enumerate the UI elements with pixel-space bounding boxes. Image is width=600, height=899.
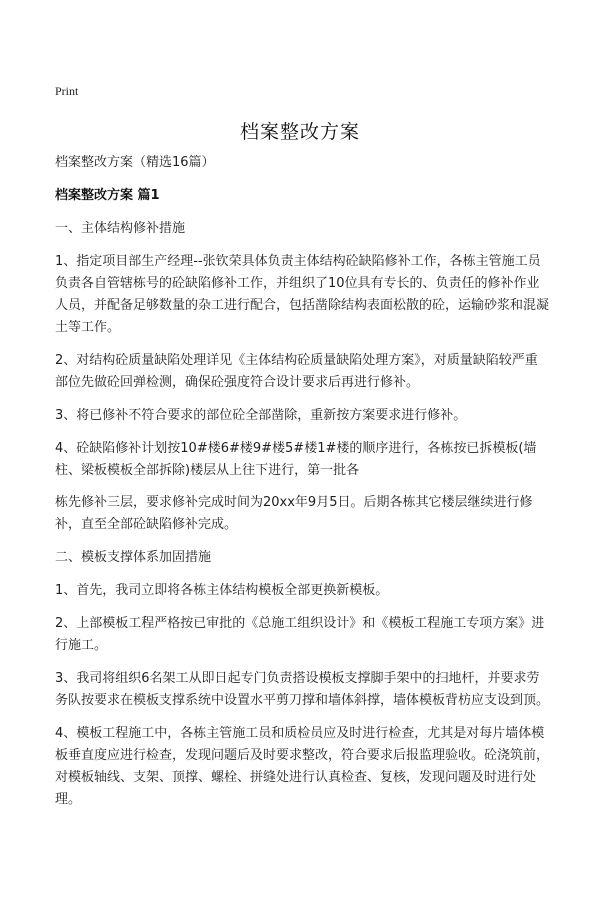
paragraph-item: 1、首先，我司立即将各栋主体结构模板全部更换新模板。 [55,583,389,598]
paragraph-item: 2、对结构砼质量缺陷处理详见《主体结构砼质量缺陷处理方案》，对质量缺陷较严重部位先做砼回弹检测，确保砼强度符合设计要求后再进行修补。 [55,353,538,390]
paragraph-item: 3、我司将组织6名架工从即日起专门负责搭设模板支撑脚手架中的扫地杆，并要求劳务队按要求在模板支撑系统中设置水平剪刀撑和墙体斜撑，墙体模板背枋应支设到顶。 [55,671,550,708]
section-heading-structure: 一、主体结构修补措施 [55,221,186,236]
section-title: 档案整改方案 篇1 [55,188,160,203]
paragraph-item: 1、指定项目部生产经理--张钦荣具体负责主体结构砼缺陷修补工作，各栋主管施工员负责各自管辖栋号的砼缺陷修补工作，并组织了10位具有专长的、负责任的修补作业人员，并配备足够数量的杂工进行配合，包括凿除结构表面松散的砼，运输砂浆和混凝土等工作。 [55,254,550,335]
paragraph-item: 4、砼缺陷修补计划按10#楼6#楼9#楼5#楼1#楼的顺序进行，各栋按已拆模板(墙柱、梁板模板全部拆除)楼层从上往下进行，第一批各 [55,441,537,478]
paragraph-item: 3、将已修补不符合要求的部位砼全部凿除，重新按方案要求进行修补。 [55,408,467,423]
paragraph-item: 栋先修补三层，要求修补完成时间为20xx年9月5日。后期各栋其它楼层继续进行修补，直至全部砼缺陷修补完成。 [55,495,533,532]
section-heading-formwork: 二、模板支撑体系加固措施 [55,550,212,565]
paragraph-item: 2、上部模板工程严格按已审批的《总施工组织设计》和《模板工程施工专项方案》进行施工。 [55,616,545,653]
document-subtitle: 档案整改方案（精选16篇） [55,155,215,170]
document-body [55,152,550,822]
print-label: Print [55,84,79,98]
paragraph-item: 4、模板工程施工中，各栋主管施工员和质检员应及时进行检查，尤其是对每片墙体模板垂直度应进行检查，发现问题后及时要求整改，符合要求后报监理验收。砼浇筑前，对模板轴线、支架、顶撑、螺栓、拼缝处进行认真检查、复核，发现问题及时进行处理。 [55,726,550,807]
page-title: 档案整改方案 [239,121,360,143]
